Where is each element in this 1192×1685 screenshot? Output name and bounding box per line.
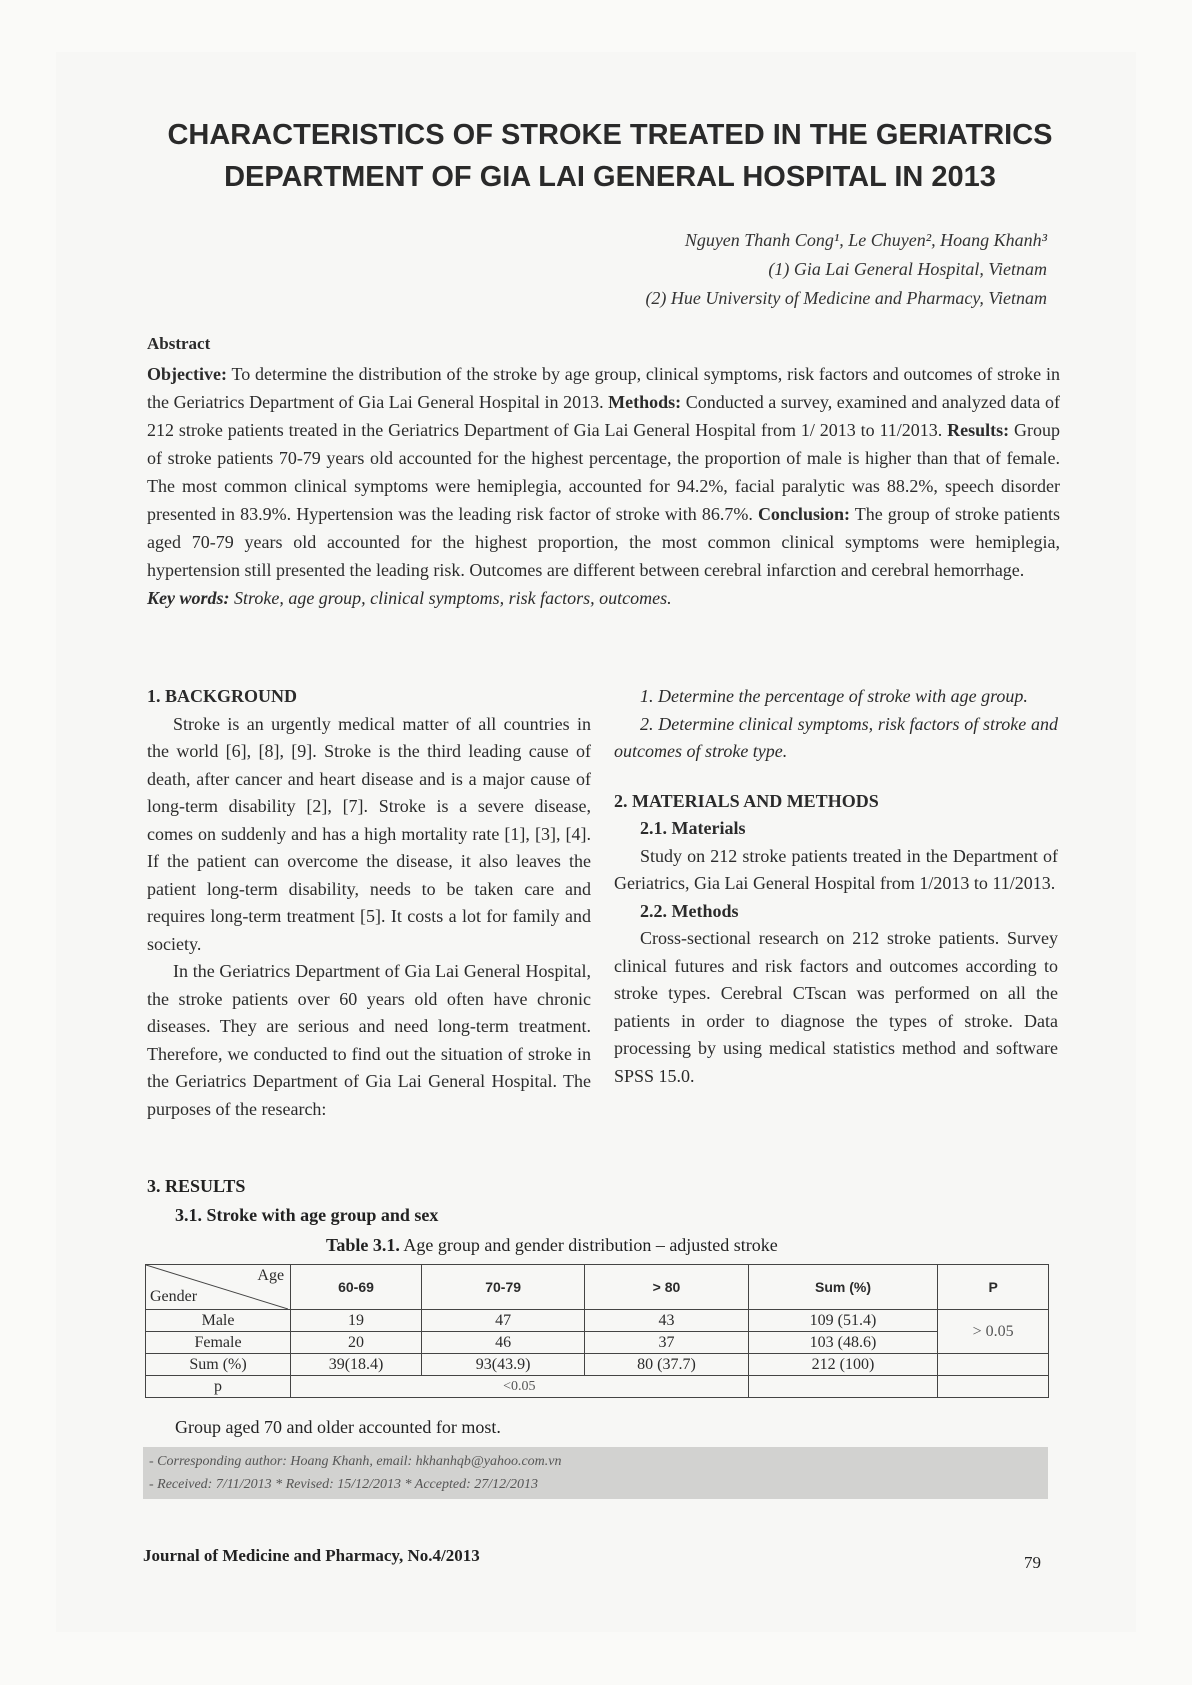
table-cell: 20 xyxy=(291,1332,422,1354)
table-caption-label: Table 3.1. xyxy=(326,1235,400,1255)
left-column xyxy=(147,683,591,1123)
journal-footer: Journal of Medicine and Pharmacy, No.4/2013 xyxy=(143,1546,480,1565)
table-cell-empty xyxy=(938,1376,1049,1398)
background-heading: 1. BACKGROUND xyxy=(147,686,298,706)
methods-text: Conducted a survey, examined and analyzed data of 212 stroke patients treated in the Geriatrics Department of Gia Lai General Hospital from 1/ 2013 to 11/2013. xyxy=(147,392,1060,440)
table-cell: 212 (100) xyxy=(748,1354,938,1376)
keywords-line xyxy=(147,584,1060,612)
affiliation-2: (2) Hue University of Medicine and Pharmacy, Vietnam xyxy=(645,288,1047,308)
title-line-2: DEPARTMENT OF GIA LAI GENERAL HOSPITAL IN 2013 xyxy=(224,161,996,193)
corner-age-label: Age xyxy=(257,1267,285,1284)
keywords-label: Key words: xyxy=(147,588,230,608)
table-corner-cell xyxy=(146,1265,291,1310)
correspondence-box xyxy=(143,1447,1048,1499)
results-label: Results: xyxy=(947,420,1010,440)
row-label-p: p xyxy=(146,1376,291,1398)
header-over-80: > 80 xyxy=(585,1265,748,1310)
affiliation-1: (1) Gia Lai General Hospital, Vietnam xyxy=(768,259,1047,279)
methods-paragraph: Cross-sectional research on 212 stroke patients. Survey clinical futures and risk factors and outcomes according to stroke types. Cerebral CTscan was performed on all the patients in order to diagnose the types of stroke. Data processing by using medical statistics method and software SPSS 15.0. xyxy=(614,928,1058,1086)
table-cell: 43 xyxy=(585,1310,748,1332)
background-paragraph-1: Stroke is an urgently medical matter of all countries in the world [6], [8], [9]. Stroke is the third leading cause of death, after cancer and heart disease and is a major cause of long-term disability [2], [7]. Stroke is a severe disease, comes on suddenly and has a high mortality rate [1], [3], [4]. If the patient can overcome the disease, it also leaves the patient long-term disability, needs to be taken care and requires long-term treatment [5]. It costs a lot for family and society. xyxy=(147,713,591,954)
row-label-sum: Sum (%) xyxy=(146,1354,291,1376)
table-cell: 80 (37.7) xyxy=(585,1354,748,1376)
author-names: Nguyen Thanh Cong¹, Le Chuyen², Hoang Khanh³ xyxy=(684,230,1047,250)
table-row xyxy=(146,1332,1049,1354)
header-60-69: 60-69 xyxy=(291,1265,422,1310)
results-text: Group of stroke patients 70-79 years old accounted for the highest percentage, the proportion of male is higher than that of female. The most common clinical symptoms were hemiplegia, accounted for 94.2%, facial paralytic was 88.2%, speech disorder presented in 83.9%. Hypertension was the leading risk factor of stroke with 86.7%. xyxy=(147,420,1060,524)
table-caption-text: Age group and gender distribution – adjusted stroke xyxy=(399,1235,778,1255)
table-cell: 19 xyxy=(291,1310,422,1332)
abstract-section xyxy=(147,330,1060,612)
corner-gender-label: Gender xyxy=(150,1288,198,1305)
row-label-female: Female xyxy=(146,1332,291,1354)
background-paragraph-2: In the Geriatrics Department of Gia Lai General Hospital, the stroke patients over 60 years old often have chronic diseases. They are serious and need long-term treatment. Therefore, we conducted to find out the situation of stroke in the Geriatrics Department of Gia Lai General Hospital. The purposes of the research: xyxy=(147,961,591,1119)
purpose-item-1: 1. Determine the percentage of stroke with age group. xyxy=(640,686,1028,706)
row-label-male: Male xyxy=(146,1310,291,1332)
correspondence-line: - Corresponding author: Hoang Khanh, email: hkhanhqb@yahoo.com.vn xyxy=(149,1454,562,1469)
page-number: 79 xyxy=(1024,1553,1041,1572)
results-subheading: 3.1. Stroke with age group and sex xyxy=(175,1205,439,1225)
purpose-item-2: 2. Determine clinical symptoms, risk factors of stroke and outcomes of stroke type. xyxy=(614,713,1058,761)
p-gender-cell: > 0.05 xyxy=(938,1310,1049,1354)
table-header-row xyxy=(146,1265,1049,1310)
objective-label: Objective: xyxy=(147,364,227,384)
methods-label: Methods: xyxy=(608,392,682,412)
table-cell: 109 (51.4) xyxy=(748,1310,938,1332)
age-gender-table xyxy=(145,1264,1049,1398)
conclusion-label: Conclusion: xyxy=(757,504,850,524)
table-cell: 103 (48.6) xyxy=(748,1332,938,1354)
paper-title xyxy=(130,114,1090,198)
table-note: Group aged 70 and older accounted for most. xyxy=(175,1417,501,1437)
conclusion-text: The group of stroke patients aged 70-79 years old accounted for the highest proportion, the most common clinical symptoms were hemiplegia, hypertension still presented the leading risk. Outcomes are different between cerebral infarction and cerebral hemorrhage. xyxy=(147,504,1061,580)
results-heading: 3. RESULTS xyxy=(147,1176,246,1196)
table-cell-empty xyxy=(748,1376,938,1398)
table-row xyxy=(146,1376,1049,1398)
materials-paragraph: Study on 212 stroke patients treated in the Department of Geriatrics, Gia Lai General Hospital from 1/2013 to 11/2013. xyxy=(614,845,1058,893)
p-age-cell: <0.05 xyxy=(291,1376,749,1398)
table-cell: 93(43.9) xyxy=(421,1354,584,1376)
objective-text: To determine the distribution of the stroke by age group, clinical symptoms, risk factors and outcomes of stroke in the Geriatrics Department of Gia Lai General Hospital in 2013. xyxy=(147,364,1060,412)
right-column xyxy=(614,683,1058,1090)
table-cell: 37 xyxy=(585,1332,748,1354)
methods-heading: 2. MATERIALS AND METHODS xyxy=(614,790,879,811)
table-cell: 47 xyxy=(421,1310,584,1332)
dates-line: - Received: 7/11/2013 * Revised: 15/12/2013 * Accepted: 27/12/2013 xyxy=(149,1477,539,1492)
keywords-text: Stroke, age group, clinical symptoms, risk factors, outcomes. xyxy=(229,588,672,608)
materials-subheading: 2.1. Materials xyxy=(640,818,746,838)
table-caption xyxy=(326,1235,778,1256)
header-sum: Sum (%) xyxy=(748,1265,938,1310)
abstract-body xyxy=(147,360,1060,584)
table-cell-empty xyxy=(938,1354,1049,1376)
author-block xyxy=(407,226,1047,313)
header-p: P xyxy=(938,1265,1049,1310)
title-line-1: CHARACTERISTICS OF STROKE TREATED IN THE GERIATRICS xyxy=(167,119,1053,151)
table-row xyxy=(146,1310,1049,1332)
methods-subheading: 2.2. Methods xyxy=(640,900,739,921)
header-70-79: 70-79 xyxy=(421,1265,584,1310)
table-cell: 46 xyxy=(421,1332,584,1354)
abstract-heading: Abstract xyxy=(147,334,211,353)
table-row xyxy=(146,1354,1049,1376)
table-cell: 39(18.4) xyxy=(291,1354,422,1376)
